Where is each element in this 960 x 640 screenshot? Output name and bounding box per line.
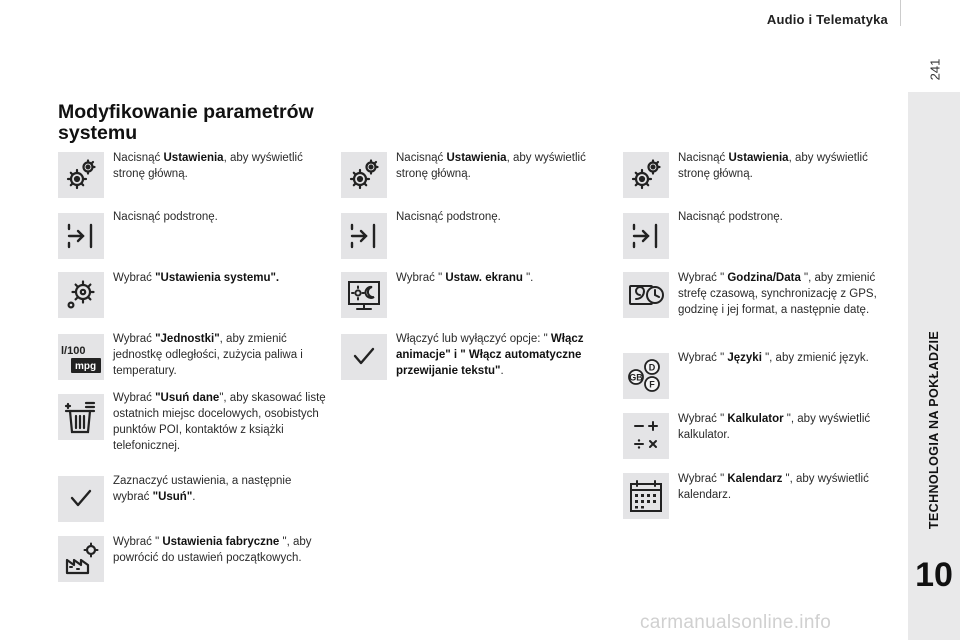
units-icon-label-1: l/100	[61, 345, 86, 357]
subpage-icon	[623, 213, 669, 259]
col2-step-2: Nacisnąć podstronę.	[396, 211, 501, 223]
col3-step-4: Wybrać " Języki ", aby zmienić język.	[678, 352, 869, 364]
checkbox-icon	[58, 476, 104, 522]
time-date-icon	[623, 272, 669, 318]
languages-icon	[623, 353, 669, 399]
chapter-label: TECHNOLOGIA NA POKŁADZIE	[927, 330, 941, 530]
delete-data-icon	[58, 394, 104, 440]
settings-icon	[623, 152, 669, 198]
header-divider	[900, 0, 901, 26]
checkbox-icon	[341, 334, 387, 380]
calculator-icon	[623, 413, 669, 459]
col1-step-7: Wybrać " Ustawienia fabryczne ", aby powrócić do ustawień początkowych.	[113, 536, 312, 564]
system-settings-icon	[58, 272, 104, 318]
col1-step-1: Nacisnąć Ustawienia, aby wyświetlić stronę główną.	[113, 152, 303, 180]
title-line-1: Modyfikowanie parametrów	[58, 101, 314, 123]
display-settings-icon	[341, 272, 387, 318]
col3-step-3: Wybrać " Godzina/Data ", aby zmienić strefę czasową, synchronizację z GPS, godzinę i jej format, a następnie datę.	[678, 272, 877, 316]
col1-step-4: Wybrać "Jednostki", aby zmienić jednostkę odległości, zużycia paliwa i temperatury.	[113, 333, 303, 377]
units-icon-label-2: mpg	[75, 361, 97, 372]
col1-step-6: Zaznaczyć ustawienia, a następnie wybrać "Usuń".	[113, 475, 292, 503]
col2-step-4: Włączyć lub wyłączyć opcje: " Włącz animacje" i " Włącz automatyczne przewijanie tekstu".	[396, 333, 584, 377]
calendar-icon	[623, 473, 669, 519]
factory-settings-icon	[58, 536, 104, 582]
col2-step-3: Wybrać " Ustaw. ekranu ".	[396, 272, 534, 284]
col3-step-5: Wybrać " Kalkulator ", aby wyświetlić kalkulator.	[678, 413, 871, 441]
col1-step-5: Wybrać "Usuń dane", aby skasować listę ostatnich miejsc docelowych, osobistych punktów POI, kontaktów z książki telefonicznej.	[113, 392, 326, 452]
page-title	[58, 102, 348, 144]
language-d-label: D	[648, 362, 656, 373]
col3-step-6: Wybrać " Kalendarz ", aby wyświetlić kalendarz.	[678, 473, 869, 501]
page-number: 241	[927, 58, 943, 81]
settings-icon	[58, 152, 104, 198]
col1-step-2: Nacisnąć podstronę.	[113, 211, 218, 223]
col2-step-1: Nacisnąć Ustawienia, aby wyświetlić stronę główną.	[396, 152, 586, 180]
chapter-number: 10	[915, 556, 953, 594]
page-header	[0, 0, 908, 38]
units-icon	[58, 334, 104, 380]
language-gb-label: GB	[629, 372, 643, 383]
col3-step-2: Nacisnąć podstronę.	[678, 211, 783, 223]
title-line-2: systemu	[58, 122, 138, 144]
section-title: Audio i Telematyka	[766, 12, 888, 27]
col1-step-3: Wybrać "Ustawienia systemu".	[113, 272, 280, 284]
watermark: carmanualsonline.info	[640, 612, 832, 633]
language-f-label: F	[649, 379, 655, 390]
subpage-icon	[58, 213, 104, 259]
col3-step-1: Nacisnąć Ustawienia, aby wyświetlić stronę główną.	[678, 152, 868, 180]
subpage-icon	[341, 213, 387, 259]
settings-icon	[341, 152, 387, 198]
